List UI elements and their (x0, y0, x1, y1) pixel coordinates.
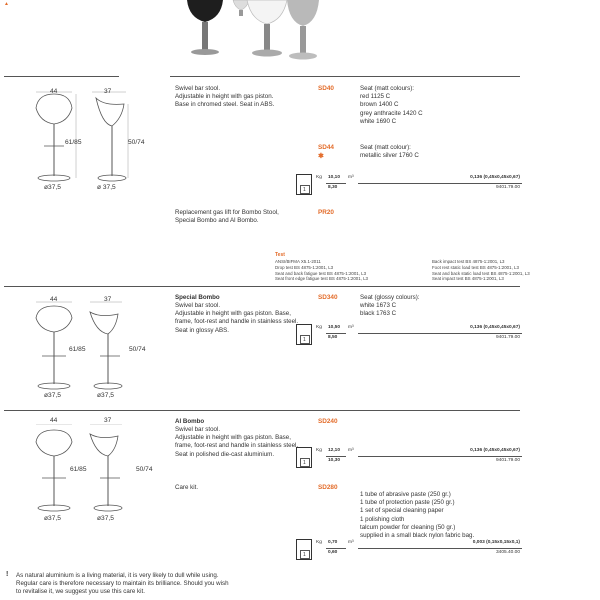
volume-value: 0,003 (0,15x0,15x0,1) (358, 539, 522, 549)
dim-height-seat: 61/85 (70, 466, 87, 473)
bar-stool-drawing (28, 88, 168, 188)
weight-net: 0,60 (328, 550, 338, 555)
dim-base-side: ø 37,5 (97, 184, 116, 191)
aluminium-care-note: As natural aluminium is a living material, it is very likely to dull while using. Regular care is therefore necessary to maintain its brilliance. Should you wish to revitalise it, we suggest you use this care kit. (16, 572, 229, 596)
hs-code: 9401.79.00 (495, 185, 520, 190)
dim-base-front: ø37,5 (44, 184, 61, 191)
divider-top-left (4, 76, 119, 77)
volume-value: 0,136 (0,45x0,45x0,67) (358, 447, 522, 457)
dim-height-footrest: 50/74 (136, 466, 153, 473)
al-bombo-title: Al Bombo (175, 418, 205, 425)
dim-height-seat: 61/85 (65, 139, 82, 146)
product-photo (175, 0, 335, 72)
hs-code: 9401.79.00 (495, 458, 520, 463)
divider-special (4, 286, 520, 287)
code-pr20: PR20 (318, 209, 334, 216)
kg-label: Kg (316, 325, 322, 330)
divider-al (4, 410, 520, 411)
al-bombo-description: Swivel bar stool. Adjustable in height with gas piston. Base, frame, foot-rest and handle in stainless steel. Seat in polished die-cast aluminium. (175, 426, 299, 458)
dim-base-side: ø37,5 (97, 515, 114, 522)
code-sd340: SD340 (318, 294, 338, 301)
care-kit-contents: 1 tube of abrasive paste (250 gr.) 1 tube of protection paste (250 gr.) 1 set of special cleaning paper 1 polishing cloth talcum powder for cleaning (50 gr.) supplied in a small black nylon fabric bag. (360, 491, 475, 540)
special-bombo-package-table (296, 324, 524, 345)
dim-width-side: 37 (104, 296, 112, 303)
test-list-left: ANSI/BIFMA X5.1-2011 Drop test BS 4875-1:2001, L3 Seat and back fatigue test BS 4875-1:2001, L3 Seat front edge fatigue test BS 4875-1:2001, L3 (275, 259, 369, 282)
sd44-colours: Seat (matt colour): metallic silver 1760 C (360, 144, 419, 160)
weight-gross: 10,10 (326, 174, 346, 184)
sd340-colours: Seat (glossy colours): white 1673 C black 1763 C (360, 294, 420, 318)
volume-label: m³ (348, 175, 354, 180)
dim-width-side: 37 (104, 88, 112, 95)
special-bombo-description: Swivel bar stool. Adjustable in height with gas piston. Base, frame, foot-rest and handle in stainless steel. Seat in glossy ABS. (175, 302, 299, 334)
qty: 1 (300, 335, 310, 344)
code-sd240: SD240 (318, 418, 338, 425)
sd40-colours: Seat (matt colours): red 1125 C brown 1400 C grey anthracite 1420 C white 1690 C (360, 85, 423, 125)
test-title: Test (275, 252, 285, 258)
volume-value: 0,136 (0,45x0,45x0,67) (358, 324, 522, 334)
dim-width-front: 44 (50, 296, 58, 303)
star-icon: ✱ (318, 153, 324, 160)
dim-height-footrest: 50/74 (128, 139, 145, 146)
volume-label: m³ (348, 325, 354, 330)
warning-icon: ! (6, 571, 9, 578)
dim-width-side: 37 (104, 417, 112, 424)
dim-base-side: ø37,5 (97, 392, 114, 399)
weight-net: 10,30 (328, 458, 341, 463)
bar-stool-description: Swivel bar stool. Adjustable in height with gas piston. Base in chromed steel. Seat in ABS. (175, 85, 275, 109)
care-kit-label: Care kit. (175, 484, 199, 491)
special-bombo-title: Special Bombo (175, 294, 220, 301)
dim-base-front: ø37,5 (44, 392, 61, 399)
weight-net: 8,50 (328, 335, 338, 340)
volume-label: m³ (348, 448, 354, 453)
test-list-right: Back impact test BS 4875-1:2001, L3 Foot rest static load test BS 4875-1:2001, L3 Seat and back static load test BS 4875-1:2001, L3 Seat impact test BS 4875-1:2001, L3 (432, 259, 530, 282)
bar-stool-package-table (296, 174, 524, 195)
weight-gross: 12,10 (326, 447, 346, 457)
weight-gross: 10,50 (326, 324, 346, 334)
code-sd280: SD280 (318, 484, 338, 491)
dim-height-footrest: 50/74 (129, 346, 146, 353)
qty: 1 (300, 185, 310, 194)
volume-label: m³ (348, 540, 354, 545)
dim-width-front: 44 (50, 88, 58, 95)
weight-net: 8,30 (328, 185, 338, 190)
divider-top-right (170, 76, 520, 77)
weight-gross: 0,70 (326, 539, 346, 549)
gas-lift-description: Replacement gas lift for Bombo Stool, Special Bombo and Al Bombo. (175, 209, 279, 225)
kg-label: Kg (316, 448, 322, 453)
code-sd40: SD40 (318, 85, 334, 92)
hs-code: 9401.79.00 (495, 335, 520, 340)
qty: 1 (300, 550, 310, 559)
top-marker: ▲ (4, 1, 9, 7)
dim-width-front: 44 (50, 417, 58, 424)
volume-value: 0,136 (0,45x0,45x0,67) (358, 174, 522, 184)
code-sd44: SD44 (318, 144, 334, 151)
dim-base-front: ø37,5 (44, 515, 61, 522)
al-bombo-package-table (296, 447, 524, 468)
hs-code: 3405.40.00 (495, 550, 520, 555)
care-kit-package-table (296, 539, 524, 560)
kg-label: Kg (316, 540, 322, 545)
kg-label: Kg (316, 175, 322, 180)
dim-height-seat: 61/85 (69, 346, 86, 353)
special-bombo-drawing (28, 300, 168, 396)
qty: 1 (300, 458, 310, 467)
